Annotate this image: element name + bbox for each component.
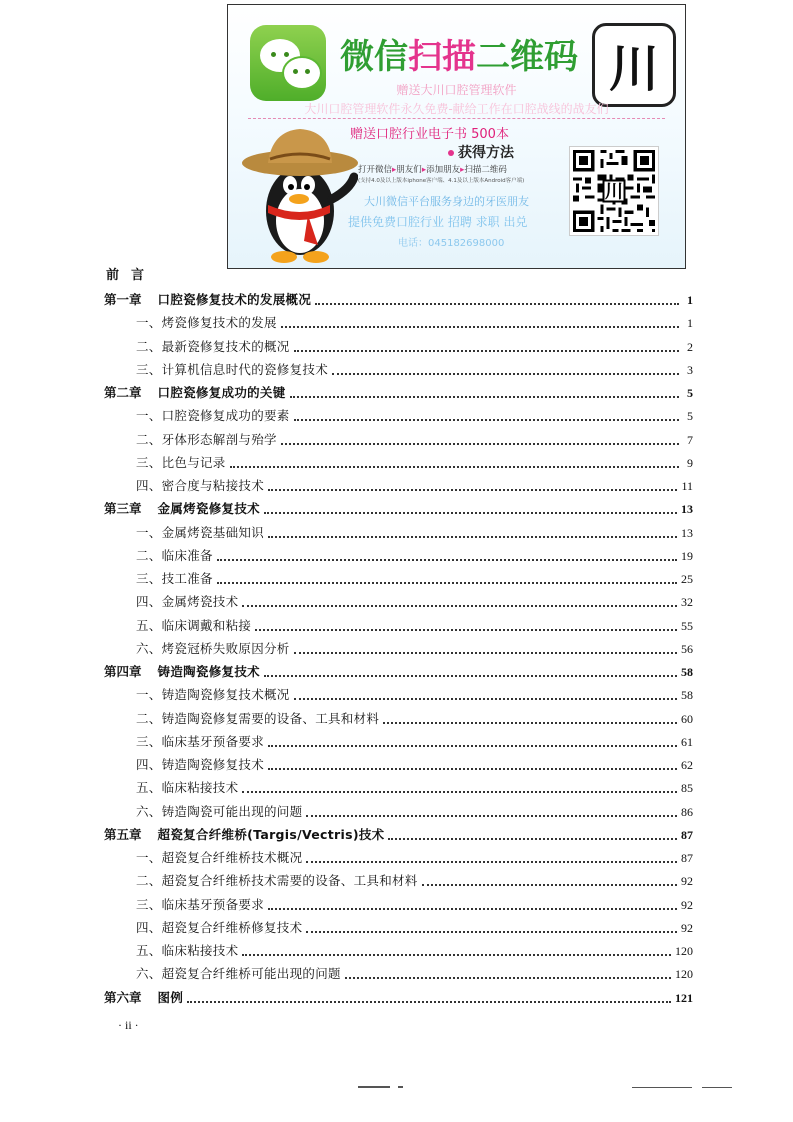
method-title: 获得方法 bbox=[448, 142, 514, 162]
toc-leader-dots bbox=[294, 698, 677, 700]
toc-leader-dots bbox=[230, 466, 679, 468]
toc-page-number: 61 bbox=[681, 734, 693, 749]
toc-page-number: 85 bbox=[681, 781, 693, 796]
toc-section-entry bbox=[136, 567, 693, 587]
toc-page-number: 121 bbox=[675, 990, 693, 1005]
toc-chapter-entry bbox=[104, 660, 693, 680]
toc-section-entry bbox=[136, 590, 693, 610]
toc-entry-title: 三、临床基牙预备要求 bbox=[136, 896, 265, 912]
toc-leader-dots bbox=[290, 396, 679, 398]
toc-section-entry bbox=[136, 451, 693, 471]
bullet-icon bbox=[448, 150, 454, 156]
toc-section-entry bbox=[136, 707, 693, 727]
toc-leader-dots bbox=[268, 745, 677, 747]
toc-page-number: 2 bbox=[687, 339, 693, 354]
toc-entry-title: 四、金属烤瓷技术 bbox=[136, 594, 239, 610]
toc-page-number: 60 bbox=[681, 711, 693, 726]
toc-leader-dots bbox=[242, 791, 677, 793]
scan-artifact bbox=[632, 1087, 692, 1088]
toc-page-number: 87 bbox=[681, 827, 693, 842]
platform-text: 大川微信平台服务身边的牙医朋友 bbox=[364, 195, 529, 208]
banner-tagline: 大川口腔管理软件永久免费-献给工作在口腔战线的战友们 bbox=[304, 102, 609, 116]
toc-leader-dots bbox=[306, 815, 677, 817]
toc-leader-dots bbox=[332, 373, 679, 375]
toc-entry-title: 三、技工准备 bbox=[136, 571, 213, 586]
scan-artifact bbox=[358, 1086, 390, 1088]
toc-leader-dots bbox=[264, 675, 677, 677]
toc-section-entry bbox=[136, 474, 693, 494]
toc-section-entry bbox=[136, 404, 693, 424]
toc-leader-dots bbox=[268, 908, 677, 910]
toc-leader-dots bbox=[217, 559, 677, 561]
toc-section-entry bbox=[136, 846, 693, 866]
toc-section-entry bbox=[136, 637, 693, 657]
toc-page-number: 3 bbox=[687, 362, 693, 377]
toc-section-entry bbox=[136, 939, 693, 959]
toc-chapter-label: 第六章 bbox=[104, 989, 142, 1005]
toc-entry-title: 四、密合度与粘接技术 bbox=[136, 478, 265, 493]
scan-artifact bbox=[398, 1086, 403, 1088]
toc-entry-title: 口腔瓷修复技术的发展概况 bbox=[157, 292, 312, 307]
banner-headline: 微信扫描二维码 bbox=[340, 37, 578, 77]
toc-page-number: 19 bbox=[681, 548, 693, 563]
toc-section-entry bbox=[136, 776, 693, 796]
toc-page-number: 1 bbox=[687, 293, 693, 307]
banner-subtitle: 赠送大川口腔管理软件 bbox=[396, 83, 517, 97]
method-steps: 打开微信▸朋友们▸添加朋友▸扫描二维码 bbox=[358, 165, 507, 175]
toc-page-number: 86 bbox=[681, 804, 693, 819]
toc-page-number: 13 bbox=[681, 502, 693, 517]
toc-page-number: 11 bbox=[681, 479, 693, 493]
toc-page-number: 120 bbox=[675, 967, 693, 982]
toc-page-number: 58 bbox=[681, 688, 693, 703]
toc-entry-title: 五、临床调戴和粘接 bbox=[136, 617, 252, 633]
client-support-note: (支持4.0及以上版本iphone客户端、4.1及以上版本Android客户端) bbox=[358, 178, 525, 184]
toc-page-number: 92 bbox=[681, 874, 693, 889]
toc-section-entry bbox=[136, 753, 693, 773]
penguin-mascot-icon bbox=[238, 123, 358, 268]
toc-leader-dots bbox=[306, 931, 677, 933]
toc-section-entry bbox=[136, 916, 693, 936]
toc-chapter-label: 第三章 bbox=[104, 501, 142, 517]
toc-page-number: 62 bbox=[681, 758, 693, 772]
toc-entry-title: 金属烤瓷修复技术 bbox=[157, 501, 260, 517]
toc-leader-dots bbox=[255, 629, 677, 631]
toc-leader-dots bbox=[422, 884, 677, 886]
toc-leader-dots bbox=[306, 861, 677, 863]
toc-chapter-label: 第四章 bbox=[104, 664, 142, 679]
toc-chapter-entry bbox=[104, 288, 693, 308]
svg-text:川: 川 bbox=[604, 181, 624, 203]
toc-entry-title: 一、铸造陶瓷修复技术概况 bbox=[136, 687, 290, 703]
banner-divider bbox=[248, 118, 665, 119]
toc-section-entry bbox=[136, 800, 693, 820]
toc-leader-dots bbox=[268, 536, 677, 538]
toc-section-entry bbox=[136, 683, 693, 703]
toc-entry-title: 二、最新瓷修复技术的概况 bbox=[136, 338, 290, 354]
toc-chapter-entry bbox=[104, 497, 693, 517]
toc-leader-dots bbox=[268, 489, 677, 491]
toc-leader-dots bbox=[281, 443, 679, 445]
toc-entry-title: 五、临床粘接技术 bbox=[136, 780, 239, 796]
toc-leader-dots bbox=[294, 419, 679, 421]
toc-section-entry bbox=[136, 869, 693, 889]
toc-section-entry bbox=[136, 893, 693, 913]
toc-chapter-entry bbox=[104, 381, 693, 401]
toc-entry-title: 六、烤瓷冠桥失败原因分析 bbox=[136, 640, 290, 656]
toc-page-number: 55 bbox=[681, 618, 693, 633]
toc-page-number: 9 bbox=[687, 455, 693, 470]
toc-entry-title: 铸造陶瓷修复技术 bbox=[157, 664, 260, 679]
toc-section-entry bbox=[136, 614, 693, 634]
toc-entry-title: 五、临床粘接技术 bbox=[136, 943, 239, 958]
toc-entry-title: 六、铸造陶瓷可能出现的问题 bbox=[136, 803, 303, 819]
toc-leader-dots bbox=[315, 303, 679, 305]
dachuan-logo: 川 bbox=[592, 23, 676, 107]
promo-banner bbox=[227, 4, 686, 269]
toc-page-number: 56 bbox=[681, 641, 693, 656]
toc-leader-dots bbox=[281, 326, 679, 328]
toc-section-entry bbox=[136, 358, 693, 378]
toc-entry-title: 一、烤瓷修复技术的发展 bbox=[136, 315, 277, 331]
ebook-offer: 赠送口腔行业电子书 500本 bbox=[350, 127, 509, 142]
qr-code-icon bbox=[569, 146, 659, 236]
toc-entry-title: 二、超瓷复合纤维桥技术需要的设备、工具和材料 bbox=[136, 873, 418, 889]
toc-page-number: 92 bbox=[681, 920, 693, 935]
phone-number: 电话：045182698000 bbox=[398, 238, 505, 249]
toc-entry-title: 图例 bbox=[157, 989, 184, 1005]
toc-page-number: 1 bbox=[687, 316, 693, 331]
toc-entry-title: 三、临床基牙预备要求 bbox=[136, 733, 265, 749]
toc-entry-title: 三、比色与记录 bbox=[136, 454, 226, 470]
toc-page-number: 92 bbox=[681, 897, 693, 912]
page-number: · ii · bbox=[118, 1018, 139, 1032]
toc-leader-dots bbox=[345, 977, 671, 979]
toc-leader-dots bbox=[388, 838, 677, 840]
toc-leader-dots bbox=[242, 954, 671, 956]
toc-section-entry bbox=[136, 311, 693, 331]
toc-leader-dots bbox=[383, 722, 677, 724]
toc-page-number: 120 bbox=[675, 944, 693, 958]
toc-section-entry bbox=[136, 544, 693, 564]
toc-chapter-label: 第一章 bbox=[104, 292, 142, 307]
toc-leader-dots bbox=[294, 652, 677, 654]
toc-entry-title: 二、牙体形态解剖与殆学 bbox=[136, 431, 277, 447]
toc-leader-dots bbox=[187, 1001, 671, 1003]
toc-section-entry bbox=[136, 962, 693, 982]
toc-page-number: 58 bbox=[681, 665, 693, 679]
toc-section-entry bbox=[136, 335, 693, 355]
toc-page-number: 5 bbox=[687, 386, 693, 400]
toc-page-number: 7 bbox=[687, 432, 693, 447]
toc-entry-title: 一、金属烤瓷基础知识 bbox=[136, 524, 265, 540]
toc-entry-title: 二、临床准备 bbox=[136, 547, 213, 563]
toc-entry-title: 一、口腔瓷修复成功的要素 bbox=[136, 408, 290, 424]
toc-entry-title: 四、超瓷复合纤维桥修复技术 bbox=[136, 919, 303, 935]
toc-leader-dots bbox=[242, 605, 677, 607]
toc-page-number: 25 bbox=[681, 572, 693, 586]
toc-heading: 前言 bbox=[106, 268, 157, 283]
toc-page-number: 87 bbox=[681, 851, 693, 865]
toc-leader-dots bbox=[268, 768, 677, 770]
toc-entry-title: 一、超瓷复合纤维桥技术概况 bbox=[136, 850, 303, 865]
toc-entry-title: 超瓷复合纤维桥(Targis/Vectris)技术 bbox=[157, 826, 385, 842]
toc-entry-title: 四、铸造陶瓷修复技术 bbox=[136, 757, 265, 772]
toc-entry-title: 六、超瓷复合纤维桥可能出现的问题 bbox=[136, 966, 341, 982]
toc-section-entry bbox=[136, 428, 693, 448]
toc-chapter-label: 第五章 bbox=[104, 826, 142, 842]
scan-artifact bbox=[702, 1087, 732, 1088]
toc-leader-dots bbox=[294, 350, 679, 352]
toc-page-number: 5 bbox=[687, 409, 693, 424]
toc-entry-title: 三、计算机信息时代的瓷修复技术 bbox=[136, 361, 329, 377]
toc-chapter-entry bbox=[104, 823, 693, 843]
toc-section-entry bbox=[136, 730, 693, 750]
toc-entry-title: 二、铸造陶瓷修复需要的设备、工具和材料 bbox=[136, 710, 380, 726]
toc-entry-title: 口腔瓷修复成功的关键 bbox=[157, 385, 286, 400]
services-text: 提供免费口腔行业 招聘 求职 出兑 bbox=[348, 215, 528, 229]
toc-section-entry bbox=[136, 521, 693, 541]
toc-page-number: 13 bbox=[681, 525, 693, 540]
toc-chapter-entry bbox=[104, 986, 693, 1006]
toc-leader-dots bbox=[217, 582, 677, 584]
toc-leader-dots bbox=[264, 512, 677, 514]
toc-page-number: 32 bbox=[681, 595, 693, 610]
toc-chapter-label: 第二章 bbox=[104, 385, 142, 400]
